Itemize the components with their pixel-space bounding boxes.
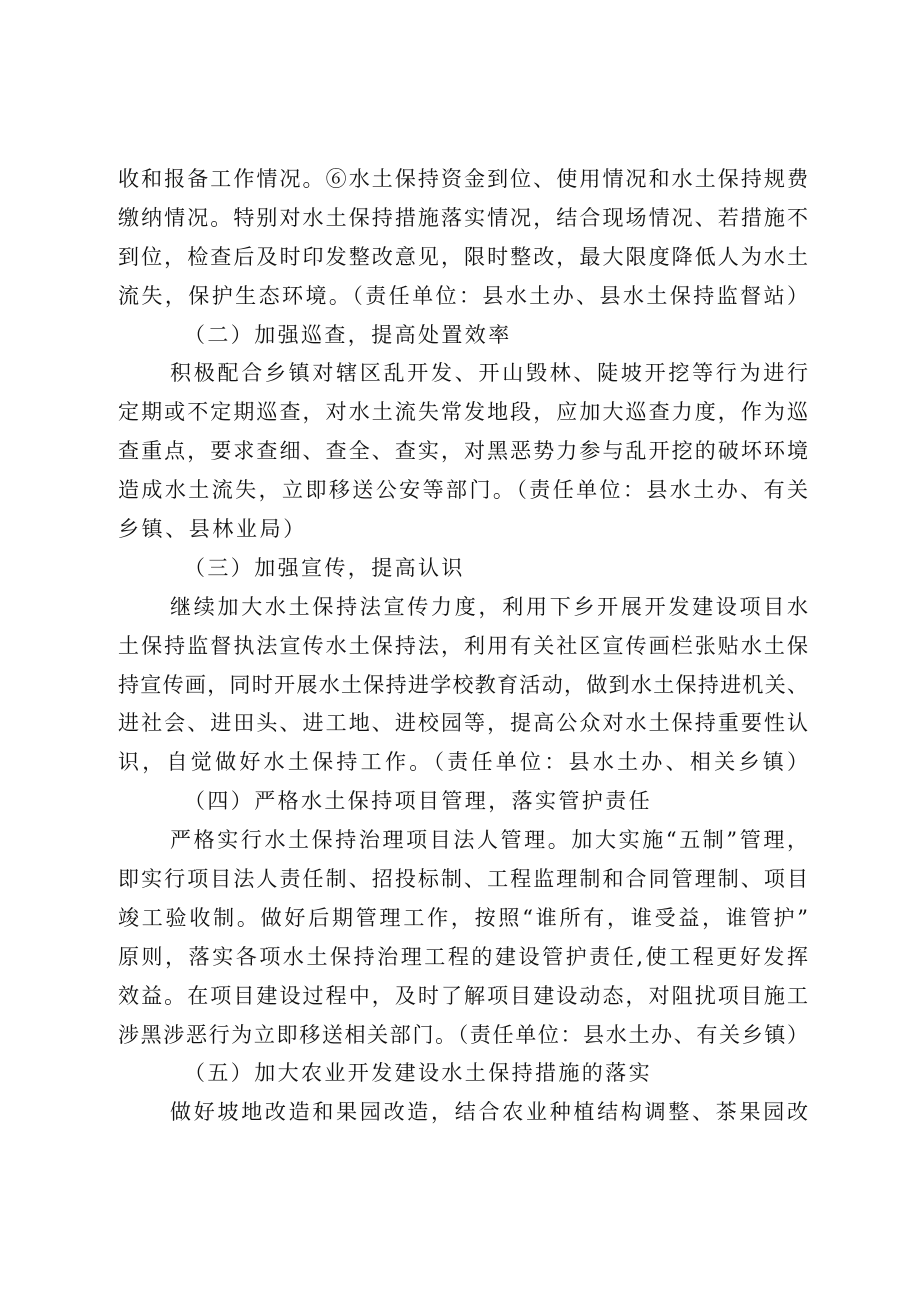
body-line: 缴纳情况。特别对水土保持措施落实情况，结合现场情况、若措施不 [118, 205, 808, 230]
body-line: 查重点，要求查细、查全、查实，对黑恶势力参与乱开挖的破坏环境 [118, 439, 808, 464]
body-line: 造成水土流失，立即移送公安等部门。（责任单位：县水土办、有关 [118, 478, 808, 503]
paragraph-first-line: 严格实行水土保持治理项目法人管理。加大实施“五制”管理， [170, 828, 808, 853]
body-line: 流失，保护生态环境。（责任单位：县水土办、县水土保持监督站） [118, 283, 808, 308]
paragraph-first-line: 做好坡地改造和果园改造，结合农业种植结构调整、茶果园改 [170, 1100, 808, 1125]
document-page [118, 160, 808, 1132]
body-line: 原则，落实各项水土保持治理工程的建设管护责任,使工程更好发挥 [118, 944, 808, 969]
body-line: 竣工验收制。做好后期管理工作，按照“谁所有，谁受益，谁管护” [118, 905, 808, 930]
body-line: 涉黑涉恶行为立即移送相关部门。（责任单位：县水土办、有关乡镇） [118, 1022, 808, 1047]
body-line-last: 乡镇、县林业局） [118, 517, 307, 542]
body-line: 进社会、进田头、进工地、进校园等，提高公众对水土保持重要性认 [118, 711, 808, 736]
paragraph-first-line: 积极配合乡镇对辖区乱开发、开山毁林、陡坡开挖等行为进行 [170, 361, 808, 386]
body-line: 定期或不定期巡查，对水土流失常发地段，应加大巡查力度，作为巡 [118, 400, 808, 425]
section-heading-4: （四）严格水土保持项目管理，落实管护责任 [184, 789, 652, 814]
body-line: 持宣传画，同时开展水土保持进学校教育活动，做到水土保持进机关、 [118, 672, 808, 697]
body-line: 即实行项目法人责任制、招投标制、工程监理制和合同管理制、项目 [118, 867, 808, 892]
body-line: 识，自觉做好水土保持工作。（责任单位：县水土办、相关乡镇） [118, 750, 808, 775]
body-line: 收和报备工作情况。⑥水土保持资金到位、使用情况和水土保持规费 [118, 167, 808, 191]
section-heading-3: （三）加强宣传，提高认识 [184, 555, 465, 580]
body-line: 效益。在项目建设过程中，及时了解项目建设动态，对阻扰项目施工 [118, 983, 808, 1008]
body-line: 到位，检查后及时印发整改意见，限时整改，最大限度降低人为水土 [118, 244, 808, 269]
body-line: 土保持监督执法宣传水土保持法，利用有关社区宣传画栏张贴水土保 [118, 633, 808, 658]
section-heading-5: （五）加大农业开发建设水土保持措施的落实 [184, 1061, 652, 1086]
section-heading-2: （二）加强巡查，提高处置效率 [184, 322, 512, 347]
paragraph-first-line: 继续加大水土保持法宣传力度，利用下乡开展开发建设项目水 [170, 594, 808, 619]
